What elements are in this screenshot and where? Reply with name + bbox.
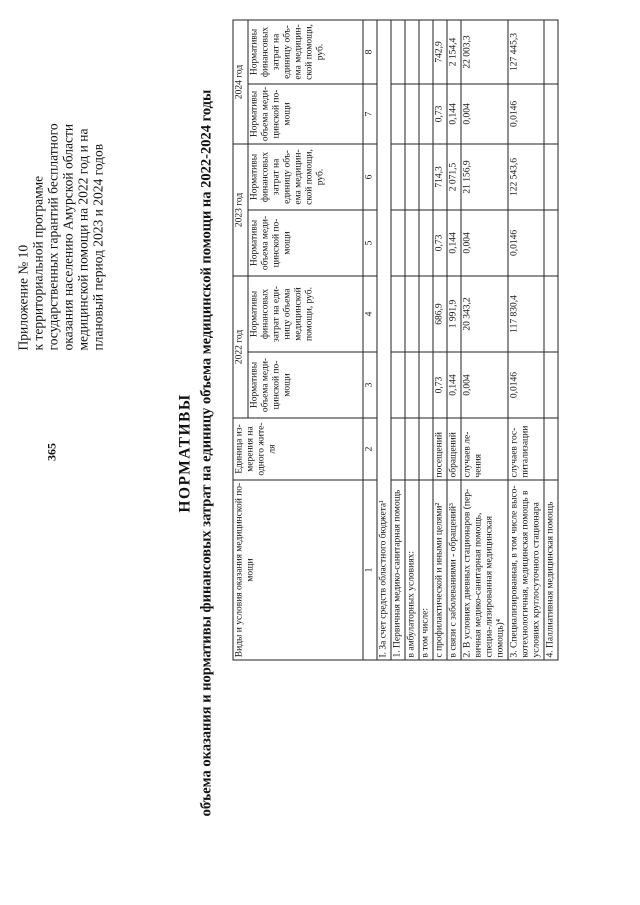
document-subtitle: объема оказания и нормативы финансовых затрат на единицу объема медицинской помощи на 2022-2024 годы [198,89,214,816]
row-cost-2023 [544,143,558,209]
row-volume-2024 [419,83,433,143]
header-care-type: Виды и условия оказания медицинской по-мощи [233,480,363,660]
row-volume-2024: 0,004 [461,83,508,143]
column-number: 5 [363,209,377,275]
row-cost-2024: 22 003,3 [461,19,508,83]
row-volume-2024: 0,0146 [508,83,544,143]
row-volume-2023 [391,209,405,275]
column-number: 2 [363,418,377,480]
row-volume-2022: 0,73 [433,352,447,418]
row-volume-2023: 0,004 [461,209,508,275]
normatives-table [232,19,558,660]
table-row [544,19,558,659]
appendix-line: к территориальной программе [30,175,45,350]
header-year-2024: 2024 год [233,19,248,143]
header-unit: Единица из-мерения на одного жите-ля [233,418,363,480]
row-volume-2022: 0,144 [447,352,461,418]
header-cost-2023: Нормативы финансовых затрат на единицу объ-ема медицин-ской помощи, руб. [248,143,363,209]
row-volume-2022 [544,352,558,418]
row-unit: посещений [433,418,447,480]
row-volume-2022: 0,004 [461,352,508,418]
document-title: НОРМАТИВЫ [176,392,193,513]
row-cost-2023: 2 071,5 [447,143,461,209]
row-cost-2023: 122 543,6 [508,143,544,209]
row-cost-2022 [419,275,433,351]
row-unit [405,418,419,480]
row-cost-2023 [419,143,433,209]
row-label: 2. В условиях дневных стационаров (пер-вичная медико-санитарная помощь, специа-лизированная медицинская помощь)⁴ [461,480,508,660]
row-volume-2023: 0,73 [433,209,447,275]
row-label: с профилактической и иными целями² [433,480,447,660]
row-label: в связи с заболеваниями - обращений³ [447,480,461,660]
header-volume-2022: Нормативы объема меди-цинской по-мощи [248,352,363,418]
table-row [461,19,508,659]
row-volume-2024 [391,83,405,143]
page-number: 365 [44,443,59,461]
row-unit [391,418,405,480]
row-cost-2023: 714,3 [433,143,447,209]
appendix-line: государственных гарантий бесплатного [45,122,60,350]
row-cost-2022: 117 830,4 [508,275,544,351]
appendix-line: плановый период 2023 и 2024 годов [90,143,105,350]
row-label: в амбулаторных условиях: [405,480,419,660]
row-cost-2023 [405,143,419,209]
header-row-column-numbers [363,19,377,659]
appendix-line: медицинской помощи на 2022 год и на [75,128,90,350]
table-row [447,19,461,659]
table-row [433,19,447,659]
row-volume-2023 [419,209,433,275]
row-unit [544,418,558,480]
row-cost-2022 [405,275,419,351]
row-cost-2023: 21 156,9 [461,143,508,209]
row-cost-2024: 742,9 [433,19,447,83]
header-year-2023: 2023 год [233,143,248,275]
row-volume-2024 [405,83,419,143]
row-cost-2022 [391,275,405,351]
row-volume-2023 [405,209,419,275]
row-unit: обращений [447,418,461,480]
row-volume-2024: 0,73 [433,83,447,143]
row-label: 3. Специализированная, в том числе высо-котехнологичная, медицинская помощь в условиях круглосуточного стационара [508,480,544,660]
row-unit: случаев гос-питализации [508,418,544,480]
row-cost-2024 [419,19,433,83]
column-number: 4 [363,275,377,351]
header-row-years [233,19,248,659]
row-volume-2024: 0,144 [447,83,461,143]
row-cost-2024 [405,19,419,83]
row-unit: случаев ле-чения [461,418,508,480]
appendix-line: оказания населению Амурской области [60,123,75,350]
row-cost-2022: 686,9 [433,275,447,351]
table-row [405,19,419,659]
table-row [391,19,405,659]
row-volume-2023 [544,209,558,275]
header-volume-2023: Нормативы объема меди-цинской по-мощи [248,209,363,275]
row-label: 4. Паллиативная медицинская помощь [544,480,558,660]
row-cost-2024 [391,19,405,83]
appendix-line: Приложение № 10 [15,244,30,350]
row-volume-2022 [405,352,419,418]
row-volume-2023: 0,144 [447,209,461,275]
row-volume-2022: 0,0146 [508,352,544,418]
table-row [419,19,433,659]
header-cost-2024: Нормативы финансовых затрат на единицу объ-ема медицин-ской помощи, руб. [248,19,363,83]
row-cost-2022: 1 991,9 [447,275,461,351]
row-label: в том числе: [419,480,433,660]
table-row [508,19,544,659]
header-year-2022: 2022 год [233,275,248,417]
row-cost-2024: 127 445,3 [508,19,544,83]
row-unit [419,418,433,480]
header-cost-2022: Нормативы финансовых затрат на еди-ницу объема медицинской помощи, руб. [248,275,363,351]
column-number: 7 [363,83,377,143]
row-volume-2023: 0,0146 [508,209,544,275]
row-cost-2023 [391,143,405,209]
appendix-header [15,5,105,350]
header-volume-2024: Нормативы объема меди-цинской по-мощи [248,83,363,143]
row-volume-2022 [391,352,405,418]
section-title: I. За счет средств областного бюджета¹ [377,19,391,659]
row-cost-2024 [544,19,558,83]
column-number: 1 [363,480,377,660]
row-label: 1. Первичная медико-санитарная помощь [391,480,405,660]
row-cost-2024: 2 154,4 [447,19,461,83]
row-volume-2022 [419,352,433,418]
column-number: 6 [363,143,377,209]
section-row [377,19,391,659]
column-number: 8 [363,19,377,83]
row-cost-2022 [544,275,558,351]
row-volume-2024 [544,83,558,143]
column-number: 3 [363,352,377,418]
row-cost-2022: 20 343,2 [461,275,508,351]
